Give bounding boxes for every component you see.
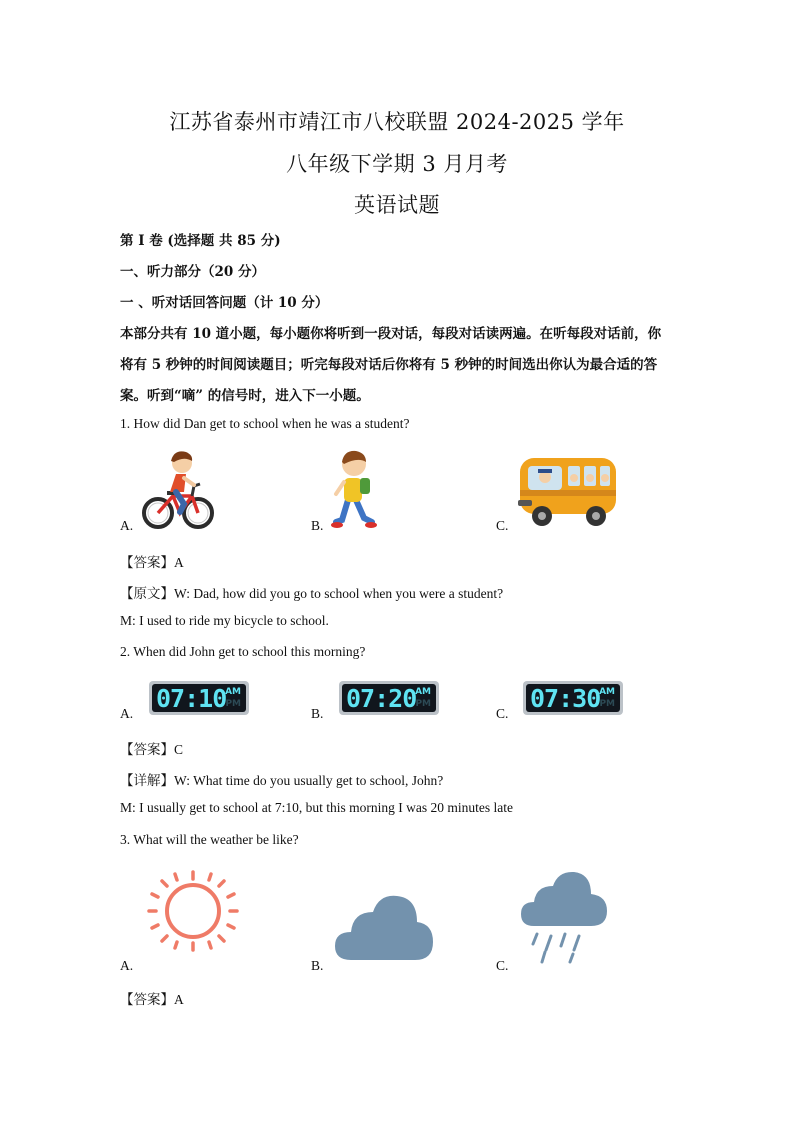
- clock-time: 07:10: [156, 684, 227, 713]
- clock-am-label: AM: [599, 687, 615, 697]
- clock-pm-label: PM: [599, 699, 615, 709]
- transcript-text: W: Dad, how did you go to school when you were a student?: [174, 586, 504, 601]
- clock-am-label: AM: [225, 687, 241, 697]
- option-a-label: A.: [120, 706, 134, 721]
- sun-icon: [145, 870, 241, 952]
- clock-pm-label: PM: [415, 699, 431, 709]
- option-c-label: C.: [496, 706, 509, 721]
- option-c-label: C.: [496, 518, 509, 533]
- clock-time: 07:30: [530, 684, 601, 713]
- question-2-text: 2. When did John get to school this morning?: [120, 644, 366, 659]
- digital-clock-icon: [149, 681, 249, 715]
- answer-1: 【答案】A: [120, 555, 184, 570]
- transcript-1-line1: [120, 582, 503, 602]
- walking-boy-icon: [330, 448, 378, 530]
- exam-title-line3: 英语试题: [354, 193, 440, 217]
- answer-2: 【答案】C: [120, 742, 184, 757]
- question-1-text: 1. How did Dan get to school when he was a student?: [120, 416, 410, 431]
- clock-pm-label: PM: [225, 699, 241, 709]
- option-b-label: B.: [311, 518, 324, 533]
- transcript-2-line2: M: I usually get to school at 7:10, but this morning I was 20 minutes late: [120, 800, 513, 815]
- answer-3: 【答案】A: [120, 992, 184, 1007]
- option-b-label: B.: [311, 958, 324, 973]
- option-a-label: A.: [120, 958, 134, 973]
- instructions-line: 案。听到“嘀” 的信号时，进入下一小题。: [120, 388, 370, 404]
- instructions-line: 将有 5 秒钟的时间阅读题目；听完每段对话后你将有 5 秒钟的时间选出你认为最合适的答: [120, 357, 658, 373]
- school-bus-icon: [516, 450, 620, 530]
- exam-title-line2: 八年级下学期 3 月月考: [286, 152, 508, 176]
- option-b-label: B.: [311, 706, 324, 721]
- digital-clock-icon: [523, 681, 623, 715]
- option-c-label: C.: [496, 958, 509, 973]
- transcript-2-line1: [120, 769, 443, 789]
- clock-am-label: AM: [415, 687, 431, 697]
- exam-title-line1: 江苏省泰州市靖江市八校联盟 2024-2025 学年: [169, 110, 625, 134]
- rain-cloud-icon: [519, 868, 609, 966]
- digital-clock-icon: [339, 681, 439, 715]
- transcript-text: W: What time do you usually get to school, John?: [174, 773, 444, 788]
- listening-section-heading: 一、听力部分（20 分）: [120, 264, 265, 280]
- instructions-line: 本部分共有 10 道小题，每小题你将听到一段对话，每段对话读两遍。在听每段对话前，你: [120, 326, 662, 342]
- listening-subsection-heading: 一 、听对话回答问题（计 10 分）: [120, 295, 329, 311]
- transcript-1-line2: M: I used to ride my bicycle to school.: [120, 613, 329, 628]
- bicycle-rider-icon: [140, 448, 216, 530]
- cloud-icon: [333, 890, 435, 962]
- clock-time: 07:20: [346, 684, 417, 713]
- option-a-label: A.: [120, 518, 134, 533]
- transcript-label: 【原文】: [120, 586, 174, 601]
- volume-heading: 第 I 卷 (选择题 共 85 分): [120, 233, 281, 249]
- question-3-text: 3. What will the weather be like?: [120, 832, 299, 847]
- transcript-label: 【详解】: [120, 773, 174, 788]
